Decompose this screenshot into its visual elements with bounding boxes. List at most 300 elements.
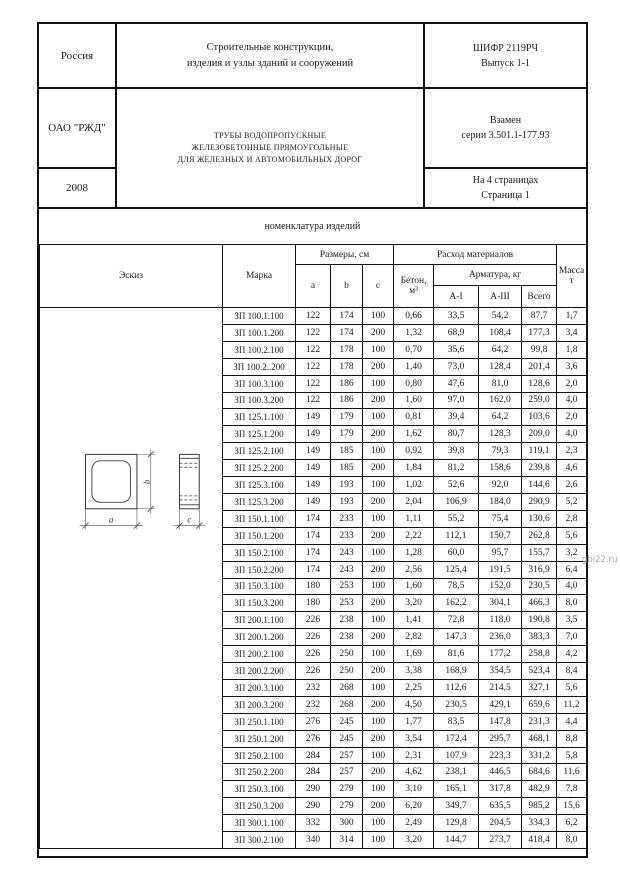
col-header-materials: Расход материалов bbox=[394, 245, 557, 265]
value-cell: 6,4 bbox=[557, 561, 587, 578]
value-cell: 226 bbox=[296, 612, 331, 629]
value-cell: 158,6 bbox=[479, 460, 522, 477]
nomenclature-table bbox=[39, 244, 587, 849]
value-cell: 3,38 bbox=[394, 663, 434, 680]
value-cell: 230,5 bbox=[522, 578, 557, 595]
value-cell: 2,25 bbox=[394, 679, 434, 696]
value-cell: 185 bbox=[331, 460, 363, 477]
value-cell: 178 bbox=[331, 341, 363, 358]
value-cell: 200 bbox=[363, 561, 394, 578]
value-cell: 204,5 bbox=[479, 815, 522, 832]
value-cell: 1,69 bbox=[394, 646, 434, 663]
value-cell: 162,0 bbox=[479, 392, 522, 409]
value-cell: 1,60 bbox=[394, 392, 434, 409]
value-cell: 0,70 bbox=[394, 341, 434, 358]
value-cell: 174 bbox=[296, 544, 331, 561]
value-cell: 290 bbox=[296, 798, 331, 815]
value-cell: 81,0 bbox=[479, 375, 522, 392]
value-cell: 340 bbox=[296, 832, 331, 849]
value-cell: 5,6 bbox=[557, 679, 587, 696]
value-cell: 149 bbox=[296, 493, 331, 510]
value-cell: 100 bbox=[363, 308, 394, 325]
table-row bbox=[40, 308, 587, 325]
value-cell: 179 bbox=[331, 426, 363, 443]
value-cell: 100 bbox=[363, 578, 394, 595]
value-cell: 2,31 bbox=[394, 747, 434, 764]
value-cell: 1,8 bbox=[557, 341, 587, 358]
mark-cell: ЗП 250.1.200 bbox=[223, 730, 296, 747]
sketch-label-b: b bbox=[141, 479, 152, 485]
table-body bbox=[40, 308, 587, 849]
value-cell: 0,66 bbox=[394, 308, 434, 325]
value-cell: 233 bbox=[331, 527, 363, 544]
value-cell: 316,9 bbox=[522, 561, 557, 578]
value-cell: 64,2 bbox=[479, 409, 522, 426]
value-cell: 174 bbox=[296, 561, 331, 578]
mark-cell: ЗП 150.3.100 bbox=[223, 578, 296, 595]
value-cell: 100 bbox=[363, 443, 394, 460]
value-cell: 100 bbox=[363, 815, 394, 832]
value-cell: 635,5 bbox=[479, 798, 522, 815]
col-header-concrete bbox=[394, 265, 434, 308]
series-title-line2: изделия и узлы зданий и сооружений bbox=[186, 57, 354, 69]
value-cell: 238 bbox=[331, 629, 363, 646]
value-cell: 78,5 bbox=[434, 578, 479, 595]
value-cell: 8,0 bbox=[557, 595, 587, 612]
value-cell: 54,2 bbox=[479, 308, 522, 325]
sketch-label-c: c bbox=[187, 514, 192, 525]
mark-cell: ЗП 100.3.100 bbox=[223, 375, 296, 392]
value-cell: 1,40 bbox=[394, 358, 434, 375]
value-cell: 418,4 bbox=[522, 832, 557, 849]
value-cell: 172,4 bbox=[434, 730, 479, 747]
value-cell: 178 bbox=[331, 358, 363, 375]
value-cell: 383,3 bbox=[522, 629, 557, 646]
value-cell: 3,6 bbox=[557, 358, 587, 375]
mark-cell: ЗП 250.3.200 bbox=[223, 798, 296, 815]
value-cell: 268 bbox=[331, 679, 363, 696]
title-block bbox=[39, 24, 586, 209]
value-cell: 985,2 bbox=[522, 798, 557, 815]
mark-cell: ЗП 200.3.100 bbox=[223, 679, 296, 696]
value-cell: 259,0 bbox=[522, 392, 557, 409]
value-cell: 6,20 bbox=[394, 798, 434, 815]
value-cell: 149 bbox=[296, 460, 331, 477]
value-cell: 232 bbox=[296, 696, 331, 713]
value-cell: 99,8 bbox=[522, 341, 557, 358]
value-cell: 150,7 bbox=[479, 527, 522, 544]
mark-cell: ЗП 100.1.100 bbox=[223, 308, 296, 325]
value-cell: 200 bbox=[363, 426, 394, 443]
value-cell: 39,8 bbox=[434, 443, 479, 460]
value-cell: 122 bbox=[296, 375, 331, 392]
product-title-line1: ТРУБЫ ВОДОПРОПУСКНЫЕ bbox=[213, 131, 327, 140]
value-cell: 273,7 bbox=[479, 832, 522, 849]
value-cell: 1,41 bbox=[394, 612, 434, 629]
col-header-mark: Марка bbox=[223, 245, 296, 308]
mark-cell: ЗП 150.1.100 bbox=[223, 510, 296, 527]
value-cell: 2,6 bbox=[557, 477, 587, 494]
mass-header-line2: т bbox=[569, 276, 574, 286]
col-header-a3: А-III bbox=[479, 286, 522, 308]
value-cell: 118,0 bbox=[479, 612, 522, 629]
value-cell: 100 bbox=[363, 713, 394, 730]
value-cell: 1,62 bbox=[394, 426, 434, 443]
value-cell: 72,8 bbox=[434, 612, 479, 629]
value-cell: 226 bbox=[296, 663, 331, 680]
value-cell: 8,0 bbox=[557, 832, 587, 849]
mark-cell: ЗП 200.2.200 bbox=[223, 663, 296, 680]
value-cell: 149 bbox=[296, 409, 331, 426]
value-cell: 200 bbox=[363, 358, 394, 375]
col-header-dimensions: Размеры, см bbox=[296, 245, 394, 265]
mark-cell: ЗП 250.1.100 bbox=[223, 713, 296, 730]
mark-cell: ЗП 125.3.200 bbox=[223, 493, 296, 510]
pages-count: На 4 страницах bbox=[472, 175, 539, 186]
mark-cell: ЗП 125.1.100 bbox=[223, 409, 296, 426]
value-cell: 4,0 bbox=[557, 426, 587, 443]
mark-cell: ЗП 125.3.100 bbox=[223, 477, 296, 494]
value-cell: 3,10 bbox=[394, 781, 434, 798]
value-cell: 223,3 bbox=[479, 747, 522, 764]
value-cell: 83,5 bbox=[434, 713, 479, 730]
value-cell: 4,50 bbox=[394, 696, 434, 713]
value-cell: 125,4 bbox=[434, 561, 479, 578]
value-cell: 60,0 bbox=[434, 544, 479, 561]
value-cell: 185 bbox=[331, 443, 363, 460]
value-cell: 5,8 bbox=[557, 747, 587, 764]
value-cell: 11,2 bbox=[557, 696, 587, 713]
value-cell: 165,1 bbox=[434, 781, 479, 798]
value-cell: 200 bbox=[363, 324, 394, 341]
cipher-cell bbox=[425, 24, 586, 89]
value-cell: 1,11 bbox=[394, 510, 434, 527]
value-cell: 659,6 bbox=[522, 696, 557, 713]
value-cell: 200 bbox=[363, 527, 394, 544]
value-cell: 152,0 bbox=[479, 578, 522, 595]
value-cell: 112,1 bbox=[434, 527, 479, 544]
value-cell: 3,20 bbox=[394, 595, 434, 612]
value-cell: 279 bbox=[331, 798, 363, 815]
mark-cell: ЗП 250.2.200 bbox=[223, 764, 296, 781]
value-cell: 3,54 bbox=[394, 730, 434, 747]
country-label: Россия bbox=[60, 49, 94, 62]
value-cell: 73,0 bbox=[434, 358, 479, 375]
value-cell: 200 bbox=[363, 460, 394, 477]
value-cell: 327,1 bbox=[522, 679, 557, 696]
value-cell: 174 bbox=[296, 510, 331, 527]
value-cell: 128,3 bbox=[479, 426, 522, 443]
value-cell: 100 bbox=[363, 612, 394, 629]
value-cell: 236,0 bbox=[479, 629, 522, 646]
value-cell: 3,20 bbox=[394, 832, 434, 849]
value-cell: 200 bbox=[363, 696, 394, 713]
value-cell: 39,4 bbox=[434, 409, 479, 426]
value-cell: 107,9 bbox=[434, 747, 479, 764]
value-cell: 245 bbox=[331, 713, 363, 730]
mark-cell: ЗП 150.3.200 bbox=[223, 595, 296, 612]
value-cell: 201,4 bbox=[522, 358, 557, 375]
section-title: номенклатура изделий bbox=[264, 221, 361, 232]
value-cell: 112,6 bbox=[434, 679, 479, 696]
series-title-line1: Строительные конструкции, bbox=[206, 41, 334, 53]
value-cell: 4,0 bbox=[557, 392, 587, 409]
value-cell: 200 bbox=[363, 392, 394, 409]
value-cell: 258,8 bbox=[522, 646, 557, 663]
value-cell: 2,04 bbox=[394, 493, 434, 510]
value-cell: 2,0 bbox=[557, 409, 587, 426]
value-cell: 191,5 bbox=[479, 561, 522, 578]
sketch-front-view bbox=[85, 454, 136, 508]
value-cell: 214,5 bbox=[479, 679, 522, 696]
value-cell: 226 bbox=[296, 629, 331, 646]
value-cell: 257 bbox=[331, 747, 363, 764]
value-cell: 6,2 bbox=[557, 815, 587, 832]
value-cell: 239,8 bbox=[522, 460, 557, 477]
value-cell: 122 bbox=[296, 308, 331, 325]
col-header-rebar: Арматура, кг bbox=[434, 265, 557, 286]
value-cell: 466,3 bbox=[522, 595, 557, 612]
value-cell: 4,62 bbox=[394, 764, 434, 781]
value-cell: 226 bbox=[296, 646, 331, 663]
mark-cell: ЗП 200.3.200 bbox=[223, 696, 296, 713]
pipe-sketch bbox=[40, 308, 221, 848]
value-cell: 144,6 bbox=[522, 477, 557, 494]
value-cell: 3,5 bbox=[557, 612, 587, 629]
value-cell: 233 bbox=[331, 510, 363, 527]
mark-cell: ЗП 100.2..200 bbox=[223, 358, 296, 375]
value-cell: 128,6 bbox=[522, 375, 557, 392]
country-cell bbox=[39, 24, 117, 89]
col-header-b: b bbox=[331, 265, 363, 308]
value-cell: 200 bbox=[363, 493, 394, 510]
value-cell: 250 bbox=[331, 663, 363, 680]
mass-header-line1: Масса bbox=[558, 266, 585, 276]
value-cell: 100 bbox=[363, 409, 394, 426]
value-cell: 230,5 bbox=[434, 696, 479, 713]
value-cell: 304,1 bbox=[479, 595, 522, 612]
concrete-header-line1: Бетон, bbox=[400, 276, 427, 286]
value-cell: 122 bbox=[296, 324, 331, 341]
value-cell: 284 bbox=[296, 764, 331, 781]
value-cell: 103,6 bbox=[522, 409, 557, 426]
value-cell: 238,1 bbox=[434, 764, 479, 781]
value-cell: 47,6 bbox=[434, 375, 479, 392]
value-cell: 149 bbox=[296, 477, 331, 494]
value-cell: 354,5 bbox=[479, 663, 522, 680]
mark-cell: ЗП 250.3.100 bbox=[223, 781, 296, 798]
value-cell: 149 bbox=[296, 443, 331, 460]
value-cell: 200 bbox=[363, 629, 394, 646]
value-cell: 334,3 bbox=[522, 815, 557, 832]
mark-cell: ЗП 150.2.100 bbox=[223, 544, 296, 561]
value-cell: 174 bbox=[296, 527, 331, 544]
table-head bbox=[40, 245, 587, 308]
value-cell: 276 bbox=[296, 713, 331, 730]
table-header-row-1 bbox=[40, 245, 587, 265]
value-cell: 100 bbox=[363, 679, 394, 696]
value-cell: 119,1 bbox=[522, 443, 557, 460]
value-cell: 0,80 bbox=[394, 375, 434, 392]
value-cell: 168,9 bbox=[434, 663, 479, 680]
year-label: 2008 bbox=[66, 182, 88, 194]
value-cell: 122 bbox=[296, 358, 331, 375]
value-cell: 147,3 bbox=[434, 629, 479, 646]
value-cell: 232 bbox=[296, 679, 331, 696]
value-cell: 200 bbox=[363, 798, 394, 815]
value-cell: 33,5 bbox=[434, 308, 479, 325]
value-cell: 200 bbox=[363, 730, 394, 747]
value-cell: 75,4 bbox=[479, 510, 522, 527]
value-cell: 174 bbox=[331, 308, 363, 325]
value-cell: 95,7 bbox=[479, 544, 522, 561]
col-header-mass bbox=[557, 245, 587, 308]
value-cell: 3,2 bbox=[557, 544, 587, 561]
value-cell: 482,9 bbox=[522, 781, 557, 798]
value-cell: 149 bbox=[296, 426, 331, 443]
mark-cell: ЗП 100.2.100 bbox=[223, 341, 296, 358]
pages-cell bbox=[425, 169, 586, 209]
year-cell bbox=[39, 169, 117, 209]
value-cell: 262,8 bbox=[522, 527, 557, 544]
product-title-line2: ЖЕЛЕЗОБЕТОННЫЕ ПРЯМОУГОЛЬНЫЕ bbox=[191, 143, 349, 152]
value-cell: 468,1 bbox=[522, 730, 557, 747]
value-cell: 0,81 bbox=[394, 409, 434, 426]
value-cell: 180 bbox=[296, 595, 331, 612]
value-cell: 253 bbox=[331, 578, 363, 595]
value-cell: 2,49 bbox=[394, 815, 434, 832]
value-cell: 3,4 bbox=[557, 324, 587, 341]
value-cell: 331,2 bbox=[522, 747, 557, 764]
mark-cell: ЗП 250.2.100 bbox=[223, 747, 296, 764]
value-cell: 200 bbox=[363, 595, 394, 612]
series-title-cell bbox=[117, 24, 425, 89]
document-frame bbox=[37, 22, 588, 858]
value-cell: 429,1 bbox=[479, 696, 522, 713]
page-number: Страница 1 bbox=[481, 190, 530, 201]
watermark-text: gbi22.ru bbox=[582, 555, 618, 565]
value-cell: 100 bbox=[363, 747, 394, 764]
value-cell: 257 bbox=[331, 764, 363, 781]
value-cell: 8,8 bbox=[557, 730, 587, 747]
value-cell: 193 bbox=[331, 477, 363, 494]
value-cell: 128,4 bbox=[479, 358, 522, 375]
value-cell: 332 bbox=[296, 815, 331, 832]
col-header-a: a bbox=[296, 265, 331, 308]
value-cell: 162,2 bbox=[434, 595, 479, 612]
value-cell: 87,7 bbox=[522, 308, 557, 325]
value-cell: 2,0 bbox=[557, 375, 587, 392]
value-cell: 245 bbox=[331, 730, 363, 747]
value-cell: 4,2 bbox=[557, 646, 587, 663]
mark-cell: ЗП 100.1.200 bbox=[223, 324, 296, 341]
col-header-c: c bbox=[363, 265, 394, 308]
value-cell: 100 bbox=[363, 510, 394, 527]
product-title-line3: ДЛЯ ЖЕЛЕЗНЫХ И АВТОМОБИЛЬНЫХ ДОРОГ bbox=[177, 155, 363, 164]
value-cell: 100 bbox=[363, 375, 394, 392]
value-cell: 97,0 bbox=[434, 392, 479, 409]
mark-cell: ЗП 200.1.100 bbox=[223, 612, 296, 629]
value-cell: 186 bbox=[331, 375, 363, 392]
value-cell: 2,22 bbox=[394, 527, 434, 544]
value-cell: 144,7 bbox=[434, 832, 479, 849]
value-cell: 122 bbox=[296, 392, 331, 409]
value-cell: 193 bbox=[331, 493, 363, 510]
value-cell: 100 bbox=[363, 646, 394, 663]
value-cell: 200 bbox=[363, 764, 394, 781]
value-cell: 268 bbox=[331, 696, 363, 713]
value-cell: 253 bbox=[331, 595, 363, 612]
value-cell: 177,3 bbox=[522, 324, 557, 341]
value-cell: 279 bbox=[331, 781, 363, 798]
value-cell: 186 bbox=[331, 392, 363, 409]
value-cell: 209,0 bbox=[522, 426, 557, 443]
value-cell: 1,32 bbox=[394, 324, 434, 341]
sketch-cell bbox=[40, 308, 223, 849]
value-cell: 1,60 bbox=[394, 578, 434, 595]
value-cell: 174 bbox=[331, 324, 363, 341]
value-cell: 684,6 bbox=[522, 764, 557, 781]
value-cell: 1,7 bbox=[557, 308, 587, 325]
value-cell: 2,82 bbox=[394, 629, 434, 646]
value-cell: 290 bbox=[296, 781, 331, 798]
value-cell: 155,7 bbox=[522, 544, 557, 561]
value-cell: 190,8 bbox=[522, 612, 557, 629]
sketch-label-a: a bbox=[108, 514, 114, 525]
value-cell: 250 bbox=[331, 646, 363, 663]
value-cell: 180 bbox=[296, 578, 331, 595]
value-cell: 4,4 bbox=[557, 713, 587, 730]
value-cell: 523,4 bbox=[522, 663, 557, 680]
mark-cell: ЗП 125.2.200 bbox=[223, 460, 296, 477]
mark-cell: ЗП 100.3.200 bbox=[223, 392, 296, 409]
value-cell: 5,6 bbox=[557, 527, 587, 544]
organization-label: ОАО "РЖД" bbox=[48, 122, 106, 134]
value-cell: 446,5 bbox=[479, 764, 522, 781]
value-cell: 238 bbox=[331, 612, 363, 629]
value-cell: 92,0 bbox=[479, 477, 522, 494]
col-header-sketch: Эскиз bbox=[40, 245, 223, 308]
value-cell: 314 bbox=[331, 832, 363, 849]
value-cell: 130,6 bbox=[522, 510, 557, 527]
value-cell: 100 bbox=[363, 832, 394, 849]
value-cell: 100 bbox=[363, 477, 394, 494]
mark-cell: ЗП 200.1.200 bbox=[223, 629, 296, 646]
mark-cell: ЗП 125.2.100 bbox=[223, 443, 296, 460]
value-cell: 1,84 bbox=[394, 460, 434, 477]
value-cell: 1,77 bbox=[394, 713, 434, 730]
organization-cell bbox=[39, 89, 117, 169]
value-cell: 0,92 bbox=[394, 443, 434, 460]
value-cell: 147,8 bbox=[479, 713, 522, 730]
value-cell: 79,3 bbox=[479, 443, 522, 460]
value-cell: 290,9 bbox=[522, 493, 557, 510]
mark-cell: ЗП 150.1.200 bbox=[223, 527, 296, 544]
value-cell: 106,9 bbox=[434, 493, 479, 510]
value-cell: 317,8 bbox=[479, 781, 522, 798]
value-cell: 200 bbox=[363, 663, 394, 680]
value-cell: 4,6 bbox=[557, 460, 587, 477]
value-cell: 284 bbox=[296, 747, 331, 764]
value-cell: 295,7 bbox=[479, 730, 522, 747]
value-cell: 349,7 bbox=[434, 798, 479, 815]
value-cell: 11,6 bbox=[557, 764, 587, 781]
value-cell: 1,28 bbox=[394, 544, 434, 561]
value-cell: 7,8 bbox=[557, 781, 587, 798]
value-cell: 100 bbox=[363, 544, 394, 561]
value-cell: 5,2 bbox=[557, 493, 587, 510]
value-cell: 243 bbox=[331, 561, 363, 578]
